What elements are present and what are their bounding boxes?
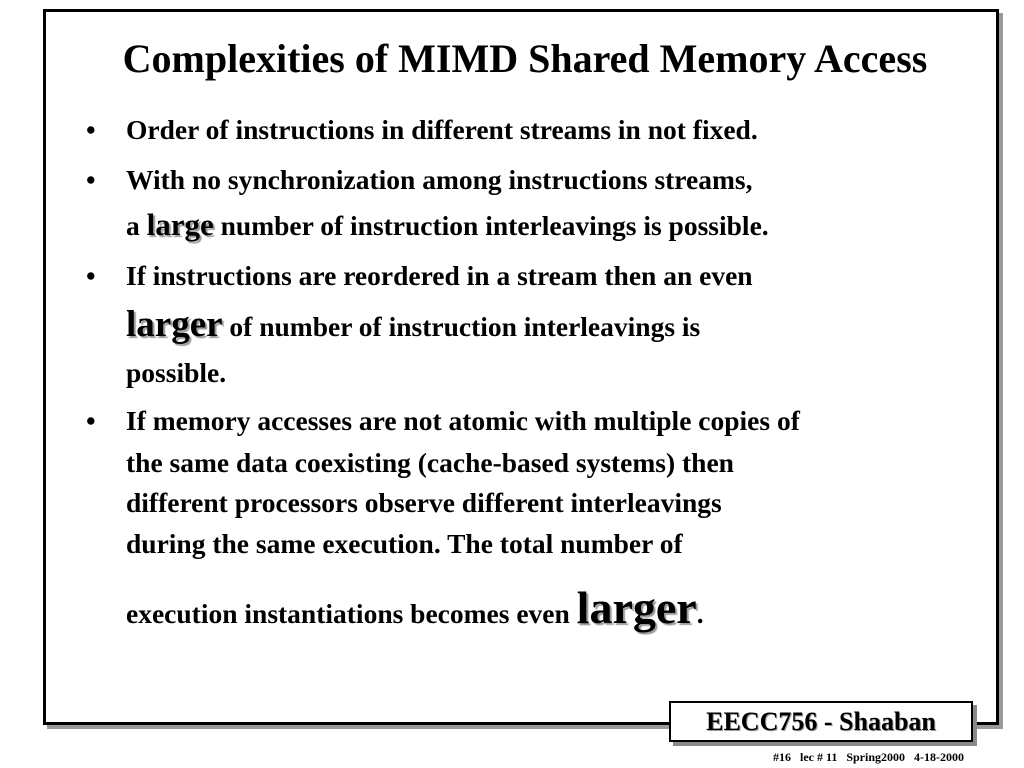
bullet-text: during the same execution. The total number of (126, 528, 683, 559)
bullet-text-segment: . (696, 598, 704, 629)
course-label-box (669, 701, 973, 742)
bullet-text: the same data coexisting (cache-based systems) then (126, 447, 734, 478)
bullet-text-segment: number of instruction interleavings is possible. (213, 210, 769, 241)
bullet-text-segment: a (126, 210, 147, 241)
bullet-text-segment: of number of instruction interleavings is (222, 311, 701, 342)
bullet-text: If instructions are reordered in a stream then an even (126, 260, 753, 291)
emphasis-word: large (146, 207, 214, 242)
slide-title: Complexities of MIMD Shared Memory Access (122, 36, 928, 81)
bullet-text: If memory accesses are not atomic with multiple copies of (126, 405, 800, 436)
bullet-text (126, 304, 701, 345)
bullet-text: different processors observe different interleavings (126, 487, 722, 518)
bullet-text-segment: execution instantiations becomes even (126, 598, 577, 629)
bullet-text (126, 582, 704, 633)
bullet-marker: • (86, 114, 96, 145)
emphasis-word: larger (576, 582, 697, 633)
bullet-text: With no synchronization among instructions streams, (126, 164, 753, 195)
bullet-text: possible. (126, 357, 227, 388)
slide-meta: #16 lec # 11 Spring2000 4-18-2000 (773, 750, 964, 764)
bullet-marker: • (86, 164, 96, 195)
bullet-text: Order of instructions in different streams in not fixed. (126, 114, 758, 145)
bullet-text (126, 208, 769, 243)
bullet-marker: • (86, 260, 96, 291)
bullet-marker: • (86, 405, 96, 436)
emphasis-word: larger (126, 304, 223, 345)
course-label: EECC756 - Shaaban (706, 707, 936, 736)
